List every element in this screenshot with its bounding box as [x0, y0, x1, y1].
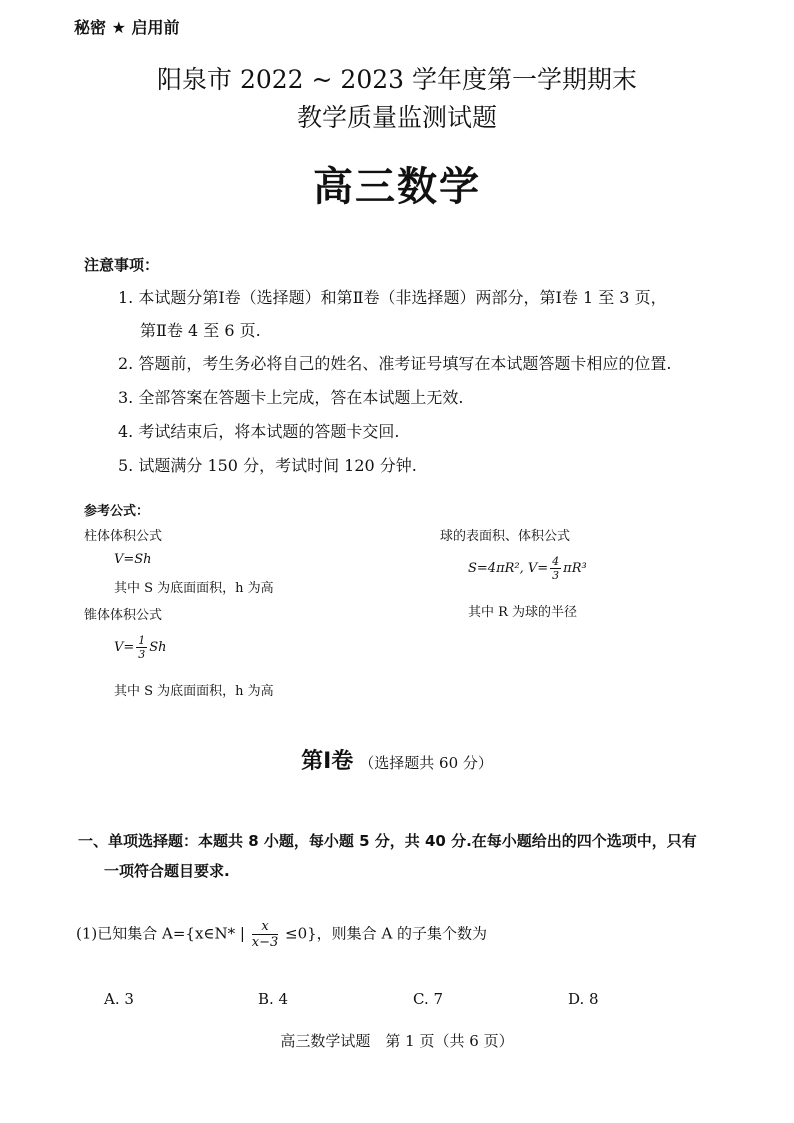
cone-volume-title: 锥体体积公式 [84, 608, 163, 623]
cone-volume-note: 其中 S 为底面面积，h 为高 [114, 684, 274, 699]
notice-item-1-cont: 第Ⅱ卷 4 至 6 页. [140, 321, 261, 340]
notice-item-2: 2. 答题前，考生务必将自己的姓名、准考证号填写在本试题答题卡相应的位置. [118, 354, 672, 373]
prism-volume-title: 柱体体积公式 [84, 529, 163, 544]
question-1-fraction-numerator: x [252, 920, 279, 935]
subject-title: 高三数学 [313, 164, 481, 210]
question-1-fraction [252, 920, 279, 949]
volume-one-subtitle: （选择题共 60 分） [359, 754, 493, 772]
notice-item-1: 1. 本试题分第Ⅰ卷（选择题）和第Ⅱ卷（非选择题）两部分，第Ⅰ卷 1 至 3 页， [118, 288, 667, 307]
page-footer: 高三数学试题 第 1 页（共 6 页） [280, 1032, 514, 1050]
section-one-instructions: 一、单项选择题：本题共 8 小题，每小题 5 分，共 40 分.在每小题给出的四个选项中，只有 [78, 832, 697, 850]
question-1-suffix: ≤0}，则集合 A 的子集个数为 [280, 924, 488, 943]
sphere-formula-a: S=4πR², V= [468, 561, 549, 576]
sphere-formula-b: πR³ [563, 561, 587, 576]
sphere-fraction-numerator: 4 [552, 555, 560, 568]
notice-item-5: 5. 试题满分 150 分，考试时间 120 分钟. [118, 456, 417, 475]
exam-title-line2: 教学质量监测试题 [296, 103, 497, 132]
formula-heading: 参考公式： [84, 504, 150, 519]
question-1-option-a: A. 3 [104, 990, 134, 1008]
cone-formula-prefix: V= [114, 640, 135, 655]
notice-heading: 注意事项： [84, 256, 160, 274]
cone-formula-suffix: Sh [149, 640, 167, 655]
question-1-fraction-denominator: x−3 [251, 935, 279, 950]
sphere-fraction [550, 556, 561, 581]
prism-volume-note: 其中 S 为底面面积，h 为高 [114, 581, 274, 596]
question-1-option-c: C. 7 [413, 990, 444, 1008]
confidential-label: 秘密 ★ 启用前 [74, 18, 180, 37]
volume-one-title: 第Ⅰ卷 [301, 749, 354, 774]
sphere-formula-title: 球的表面积、体积公式 [440, 529, 571, 544]
question-1-prefix: (1)已知集合 A={x∈N* | [76, 924, 250, 943]
volume-one-heading [0, 744, 794, 775]
exam-title-line1: 阳泉市 2022 ~ 2023 学年度第一学期期末 [157, 65, 637, 94]
question-1-stem [76, 920, 487, 949]
sphere-formula [468, 556, 587, 581]
cone-fraction [136, 635, 147, 660]
sphere-formula-note: 其中 R 为球的半径 [468, 605, 578, 620]
prism-volume-formula: V=Sh [114, 552, 152, 567]
sphere-fraction-denominator: 3 [552, 569, 560, 582]
cone-fraction-denominator: 3 [138, 648, 146, 661]
section-one-instructions-cont: 一项符合题目要求. [104, 862, 230, 880]
question-1-option-b: B. 4 [258, 990, 289, 1008]
question-1-option-d: D. 8 [568, 990, 599, 1008]
cone-volume-formula [114, 635, 167, 660]
notice-item-4: 4. 考试结束后，将本试题的答题卡交回. [118, 422, 400, 441]
notice-item-3: 3. 全部答案在答题卡上完成，答在本试题上无效. [118, 388, 464, 407]
cone-fraction-numerator: 1 [138, 634, 146, 647]
